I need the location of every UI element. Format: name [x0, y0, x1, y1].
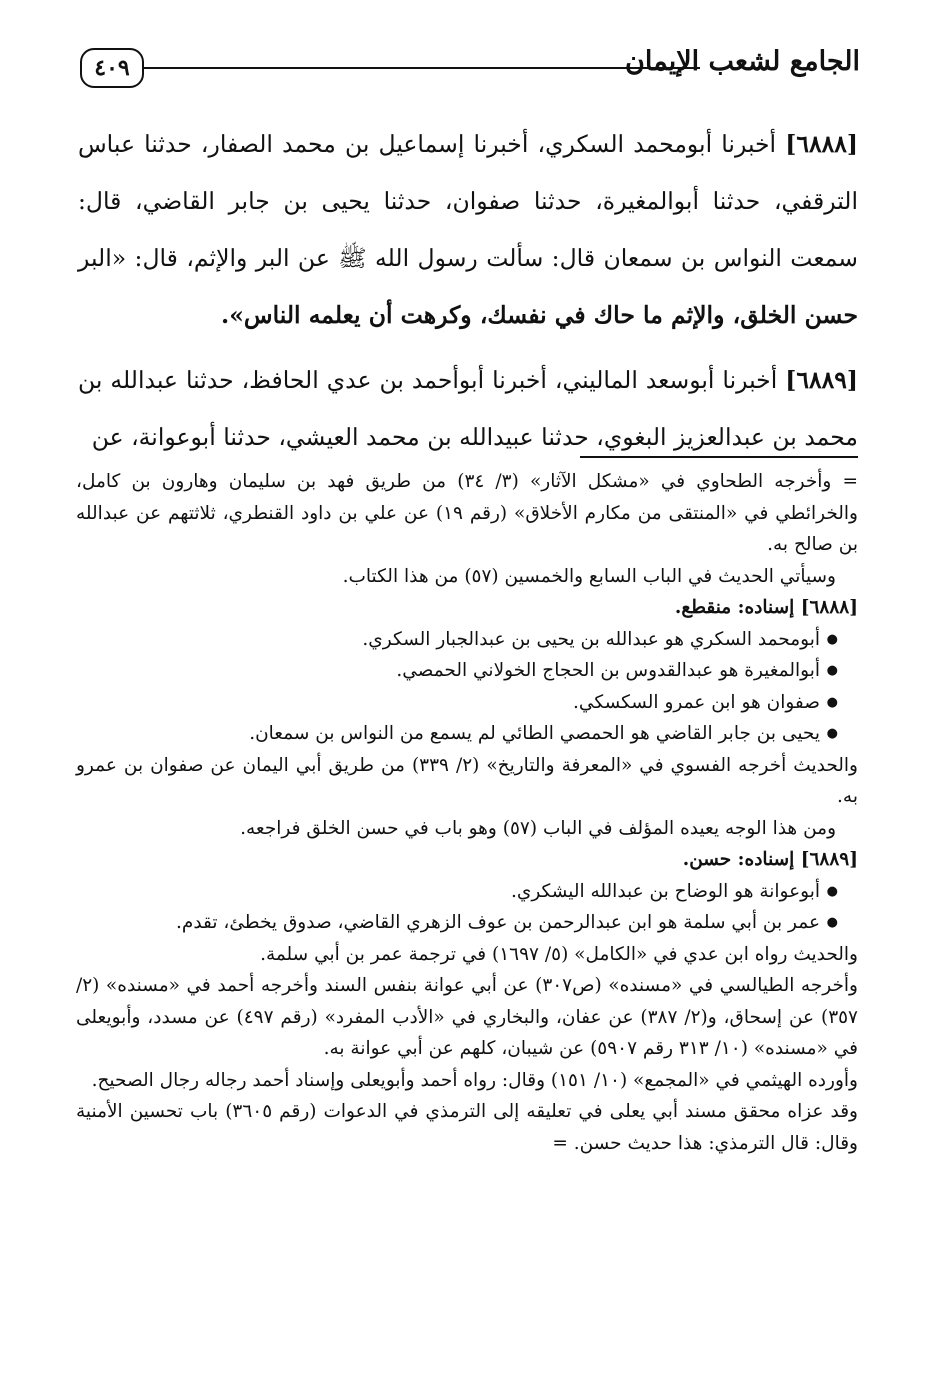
narrator-item: ● صفوان هو ابن عمرو السكسكي. — [76, 687, 838, 719]
main-text — [78, 116, 858, 474]
footnote-paragraph: ومن هذا الوجه يعيده المؤلف في الباب (٥٧) وهو باب في حسن الخلق فراجعه. — [240, 817, 836, 839]
running-title: الجامع لشعب الإيمان — [625, 46, 860, 77]
page-number: ٤٠٩ — [80, 48, 144, 88]
footnotes — [76, 466, 858, 1159]
hadith-text: أخبرنا أبوسعد الماليني، أخبرنا أبوأحمد بن عدي الحافظ، حدثنا عبدالله بن محمد بن عبدالعزيز البغوي، حدثنا عبيدالله بن محمد العيشي، حدثنا أبوعوانة، عن — [78, 366, 858, 451]
narrator-item: ● أبومحمد السكري هو عبدالله بن يحيى بن عبدالجبار السكري. — [76, 624, 838, 656]
footnote-paragraph: وأورده الهيثمي في «المجمع» (١٠/ ١٥١) وقال: رواه أحمد وأبويعلى وإسناد أحمد رجاله رجال الصحيح. — [91, 1069, 858, 1091]
footnote-paragraph: والحديث رواه ابن عدي في «الكامل» (٥/ ١٦٩٧) في ترجمة عمر بن أبي سلمة. — [260, 943, 858, 965]
footnote-separator — [580, 456, 858, 458]
footnote-paragraph: وأخرجه الطيالسي في «مسنده» (ص٣٠٧) عن أبي عوانة بنفس السند وأخرجه أحمد في «مسنده» (٢/ ٣٥٧) عن إسحاق، و(٢/ ٣٨٧) عن عفان، والبخاري في «الأدب المفرد» (رقم ٤٩٧) عن مسدد، وأبويعلى في «مسنده» (١٠/ ٣١٣ رقم ٥٩٠٧) عن شيبان، كلهم عن أبي عوانة به. — [76, 975, 858, 1059]
hadith-matn: حسن الخلق، والإثم ما حاك في نفسك، وكرهت أن يعلمه الناس». — [221, 301, 858, 329]
narrator-item: ● عمر بن أبي سلمة هو ابن عبدالرحمن بن عوف الزهري القاضي، صدوق يخطئ، تقدم. — [76, 907, 838, 939]
isnad-heading: [٦٨٨٩] إسناده: حسن. — [682, 849, 858, 870]
hadith-text: أخبرنا أبومحمد السكري، أخبرنا إسماعيل بن محمد الصفار، حدثنا عباس الترقفي، حدثنا أبوالمغيرة، حدثنا صفوان، حدثنا يحيى بن جابر القاضي، قال: سمعت النواس بن سمعان قال: سألت رسول الله ﷺ عن البر والإثم، قال: «البر — [78, 130, 858, 272]
hadith-number: [٦٨٨٩] — [785, 366, 858, 394]
narrator-item: ● يحيى بن جابر القاضي هو الحمصي الطائي لم يسمع من النواس بن سمعان. — [76, 718, 838, 750]
footnote-paragraph: وسيأتي الحديث في الباب السابع والخمسين (٥٧) من هذا الكتاب. — [342, 565, 836, 587]
narrator-list — [76, 624, 858, 750]
footnote-paragraph: = وأخرجه الطحاوي في «مشكل الآثار» (٣/ ٣٤) من طريق فهد بن سليمان وهارون بن كامل، والخرائطي في «المنتقى من مكارم الأخلاق» (رقم ١٩) عن علي بن داود القنطري، ثلاثتهم عن عبدالله بن صالح به. — [76, 471, 858, 555]
hadith-number: [٦٨٨٨] — [785, 130, 858, 158]
hadith-6889 — [78, 352, 858, 466]
page-header — [80, 42, 860, 98]
narrator-item: ● أبوالمغيرة هو عبدالقدوس بن الحجاج الخولاني الحمصي. — [76, 655, 838, 687]
footnote-paragraph: والحديث أخرجه الفسوي في «المعرفة والتاريخ» (٢/ ٣٣٩) من طريق أبي اليمان عن صفوان بن عمرو به. — [76, 754, 858, 807]
header-rule — [144, 67, 700, 69]
hadith-6888 — [78, 116, 858, 344]
footnote-paragraph: وقد عزاه محقق مسند أبي يعلى في تعليقه إلى الترمذي في الدعوات (رقم ٣٦٠٥) باب تحسين الأمنية وقال: قال الترمذي: هذا حديث حسن. = — [76, 1101, 858, 1154]
narrator-item: ● أبوعوانة هو الوضاح بن عبدالله اليشكري. — [76, 876, 838, 908]
isnad-heading: [٦٨٨٨] إسناده: منقطع. — [674, 597, 858, 618]
narrator-list — [76, 876, 858, 939]
